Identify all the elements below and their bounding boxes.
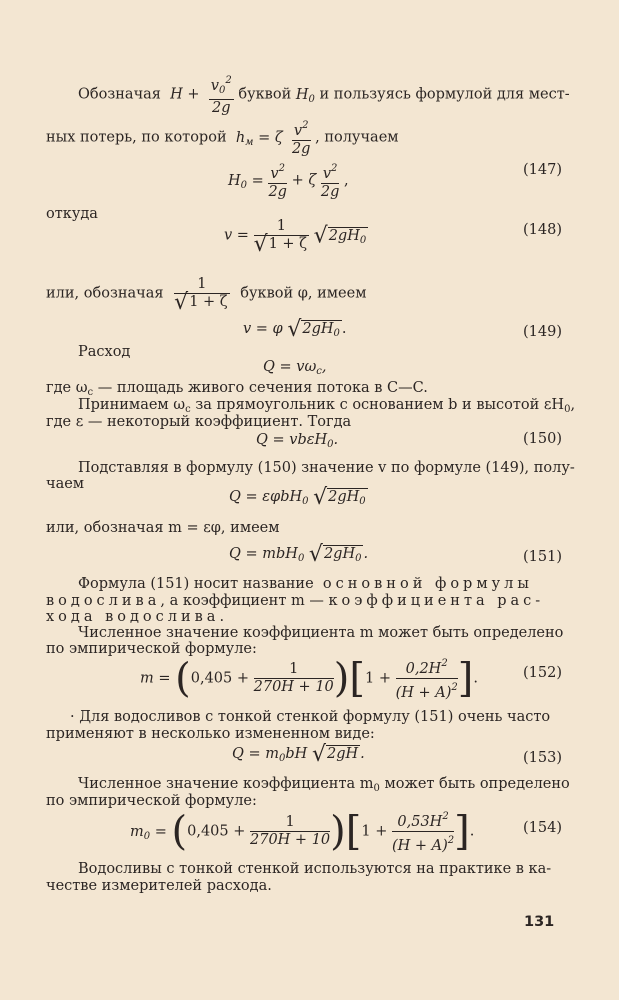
equation-151: Q = mbH$_0$ $√2gH_0$ .: [229, 542, 369, 567]
text-line: хода водослива.: [46, 609, 225, 625]
equation-number: (153): [523, 750, 562, 766]
equation-number: (154): [523, 820, 562, 836]
text-line: Обозначая H + $\frac{v_0^2}{2g}$ буквой $H_0$ и пользуясь формулой для мест-: [78, 72, 570, 117]
equation-150: Q = vbεH$_0$.: [256, 432, 339, 450]
text-line: применяют в несколько измененном виде:: [46, 726, 375, 742]
text-line: откуда: [46, 206, 98, 222]
text-line: где ε — некоторый коэффициент. Тогда: [46, 414, 352, 430]
equation-number: (147): [523, 162, 562, 178]
text-line: чаем: [46, 476, 85, 492]
equation-152: m = (0,405 + $\frac{1}{270H + 10}$ )[1 + $\frac{0,2H^2}{(H + A)^2}$ ].: [140, 655, 478, 702]
text-line: где $\omega_c$ — площадь живого сечения потока в C—C.: [46, 380, 428, 398]
text-line: · Для водосливов с тонкой стенкой формулу (151) очень часто: [70, 709, 551, 725]
page-number: 131: [524, 914, 555, 930]
equation: $Q = v\omega_c$,: [263, 359, 327, 377]
equation-number: (148): [523, 222, 562, 238]
text-line: Подставляя в формулу (150) значение v по формуле (149), полу-: [78, 460, 575, 476]
equation-number: (151): [523, 549, 562, 565]
equation-149: v = φ $√2gH_0$ .: [243, 317, 347, 342]
equation-number: (150): [523, 431, 562, 447]
text-line: Принимаем $\omega_c$ за прямоугольник с основанием b и высотой $\varepsilon H_0$,: [78, 397, 576, 415]
equation-number: (149): [523, 324, 562, 340]
text-line: или, обозначая $\frac{1}{√1 + \zeta}$ буквой φ, имеем: [46, 276, 367, 315]
text-line: Формула (151) носит название основной формулы: [78, 576, 533, 592]
text-line: по эмпирической формуле:: [46, 641, 257, 657]
text-line: ных потерь, по которой $h_м = \zeta$ $\frac{v^2}{2g}$ , получаем: [46, 117, 399, 158]
text-line: по эмпирической формуле:: [46, 793, 257, 809]
equation-148: v = $\frac{1}{√1 + \zeta}$ $√2gH_0$: [224, 218, 367, 257]
text-line: водослива, а коэффициент m — коэффициента рас-: [46, 593, 545, 609]
text-line: честве измерителей расхода.: [46, 878, 272, 894]
text-line: Водосливы с тонкой стенкой используются на практике в ка-: [78, 861, 552, 877]
equation: Q = εφbH$_0$ $√2gH_0$: [229, 485, 366, 510]
equation-147: $H_0$ = $\frac{v^2}{2g}$ + ζ $\frac{v^2}{2g}$ ,: [228, 160, 349, 201]
text-line: Численное значение коэффициента m может быть определено: [78, 625, 564, 641]
equation-153: $Q = m_0bH$ √2gH .: [232, 742, 365, 767]
equation-154: $m_0 = (0,405$ + $\frac{1}{270H + 10}$ )[1 + $\frac{0,53H^2}{(H + A)^2}$ ].: [130, 808, 475, 855]
text-line: Численное значение коэффициента $m_0$ может быть определено: [78, 776, 570, 794]
equation-number: (152): [523, 665, 562, 681]
text-line: Расход: [78, 344, 131, 360]
text-line: или, обозначая m = εφ, имеем: [46, 520, 280, 536]
